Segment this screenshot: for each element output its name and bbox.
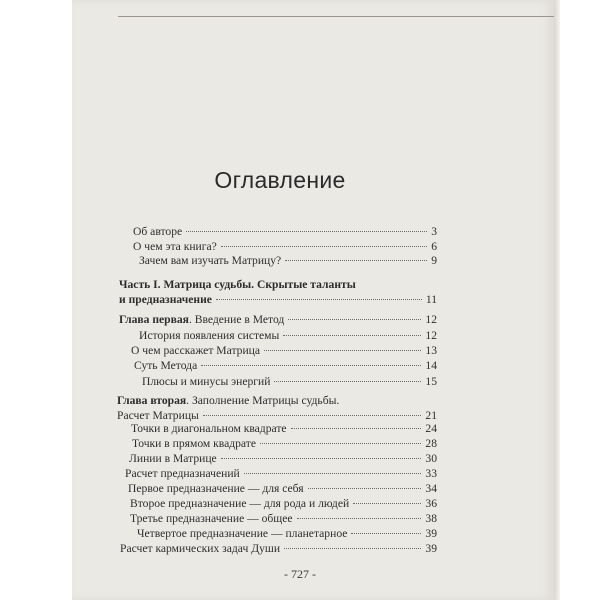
toc-entry-page: 6 [431,240,437,253]
toc-entry [128,481,437,496]
leader-dots [297,517,422,519]
toc-entry-page: 39 [425,542,437,555]
toc-entry-page: 12 [425,313,437,326]
toc-entry-page: 11 [425,293,437,306]
toc-entry-label: Расчет предназначений [125,467,240,480]
toc-entry-page: 28 [425,437,437,450]
toc-entry-page: 21 [425,409,437,422]
toc-entry-label: Точки в диагональном квадрате [131,422,287,435]
toc-entry-page: 39 [425,527,437,540]
toc-entry-part1 [119,292,437,307]
toc-entry-chapter1 [119,312,437,327]
toc-entry-label: Расчет Матрицы [117,409,199,422]
toc-entry-label: О чем эта книга? [133,240,217,253]
page-title: Оглавление [214,167,346,193]
leader-dots [186,230,427,232]
toc-entry-page: 14 [425,359,437,372]
toc-entry [139,328,437,343]
leader-dots [274,380,421,382]
toc-entry-page: 38 [425,512,437,525]
toc-entry-page: 13 [425,344,437,357]
toc-entry-label: Четвертое предназначение — планетарное [137,527,348,540]
leader-dots [288,318,421,320]
chapter2-label-rest: . Заполнение Матрицы судьбы. [186,394,340,407]
toc-entry-page: 15 [425,375,437,388]
toc-entry [134,358,437,373]
leader-dots [284,547,421,549]
toc-entry-page: 9 [431,254,437,267]
leader-dots [221,245,427,247]
leader-dots [201,364,421,366]
chapter1-label-rest: . Введение в Метод [188,313,285,326]
leader-dots [260,442,421,444]
toc-entry-karmic [120,541,437,556]
toc-entry-label: Первое предназначение — для себя [128,482,304,495]
toc-entry-about-book [133,239,437,254]
toc-entry [130,496,437,511]
toc-entry [142,374,437,389]
chapter2-label-bold: Глава вторая [117,394,187,407]
toc-entry-page: 34 [425,482,437,495]
toc-entry [130,511,437,526]
toc-entry [125,466,437,481]
leader-dots [216,298,422,300]
toc-entry-label: Третье предназначение — общее [130,512,293,525]
toc-entry-label: Суть Метода [134,359,198,372]
toc-entry-page: 24 [425,422,437,435]
toc-entry-label: Об авторе [133,225,183,238]
toc-entry-label: Точки в прямом квадрате [132,437,256,450]
part1-title-line2: и предназначение [119,293,212,306]
chapter1-label-bold: Глава первая [119,313,189,326]
leader-dots [353,502,421,504]
leader-dots [283,334,421,336]
leader-dots [264,349,421,351]
toc-entry [131,421,437,436]
toc-entry [137,526,437,541]
toc-entry [129,451,437,466]
toc-entry [132,436,437,451]
toc-entry-page: 33 [425,467,437,480]
leader-dots [291,427,422,429]
toc-entry [131,343,437,358]
leader-dots [351,532,421,534]
leader-dots [221,457,422,459]
chapter2-title [117,393,339,408]
leader-dots [244,472,422,474]
toc-entry-page: 30 [425,452,437,465]
toc-entry-page: 12 [425,329,437,342]
leader-dots [285,259,427,261]
toc-entry-label: О чем расскажет Матрица [131,344,261,357]
toc-entry-about-author [133,224,437,239]
toc-entry-label: Расчет кармических задач Души [120,542,281,555]
toc-entry-why-study [139,253,437,268]
toc-entry-page: 3 [431,225,437,238]
toc-entry-label: Линии в Матрице [129,452,217,465]
chapter1-title [119,312,284,327]
toc-entry-label: Плюсы и минусы энергий [142,375,271,388]
toc-entry-label: Зачем вам изучать Матрицу? [139,254,282,267]
toc-entry-label: История появления системы [139,329,280,342]
toc-entry-page: 36 [425,497,437,510]
part1-title-line1: Часть I. Матрица судьбы. Скрытые таланты [119,278,356,291]
page-number-footer: - 727 - [284,567,316,581]
leader-dots [308,487,422,489]
leader-dots [203,414,422,416]
toc-entry-label: Второе предназначение — для рода и людей [130,497,350,510]
